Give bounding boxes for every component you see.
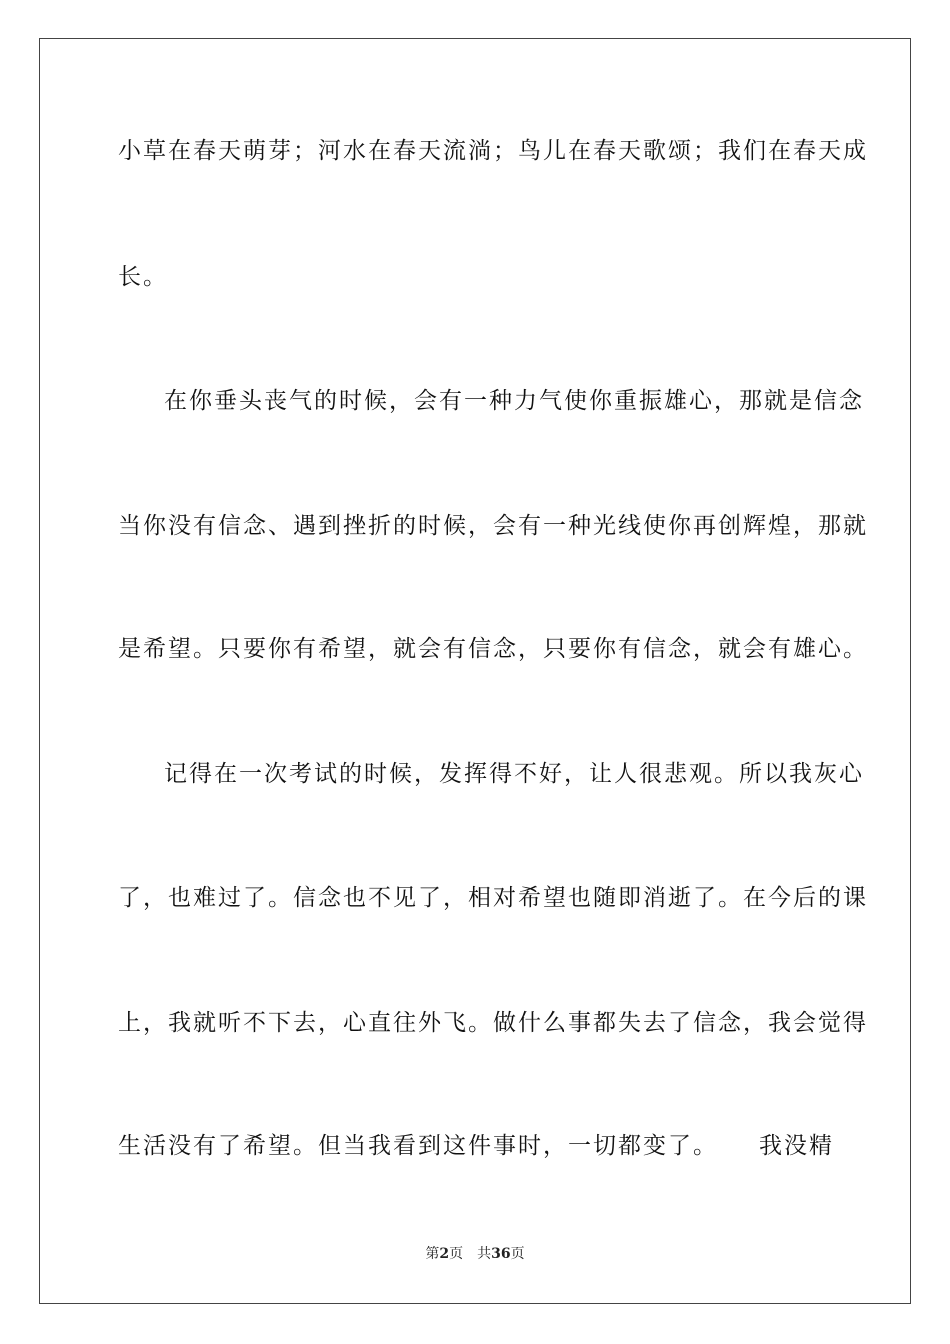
footer-page-prefix: 第 [425, 1246, 440, 1262]
text-line-6: 记得在一次考试的时候，发挥得不好，让人很悲观。所以我灰心 [164, 761, 864, 787]
footer-page-number: 2 [439, 1246, 450, 1262]
page-footer [0, 1245, 950, 1263]
text-line-5: 是希望。只要你有希望，就会有信念，只要你有信念，就会有雄心。 [118, 636, 868, 662]
text-line-9 [118, 1131, 834, 1161]
text-line-4: 当你没有信念、遇到挫折的时候，会有一种光线使你再创辉煌，那就 [118, 513, 868, 539]
text-line-1: 小草在春天萌芽；河水在春天流淌；鸟儿在春天歌颂；我们在春天成 [118, 138, 868, 164]
footer-total-pages: 36 [491, 1246, 511, 1262]
text-line-9-main: 生活没有了希望。但当我看到这件事时，一切都变了。 [118, 1133, 718, 1159]
footer-total-suffix: 页 [510, 1246, 525, 1262]
page-border [39, 38, 911, 1304]
text-line-9-tail: 我没精 [759, 1133, 834, 1159]
text-line-2: 长。 [118, 264, 168, 290]
text-line-3: 在你垂头丧气的时候，会有一种力气使你重振雄心，那就是信念 [164, 388, 864, 414]
footer-total-prefix: 共 [477, 1246, 492, 1262]
text-line-7: 了，也难过了。信念也不见了，相对希望也随即消逝了。在今后的课 [118, 885, 868, 911]
text-line-8: 上，我就听不下去，心直往外飞。做什么事都失去了信念，我会觉得 [118, 1010, 868, 1036]
footer-page-suffix: 页 [449, 1246, 464, 1262]
